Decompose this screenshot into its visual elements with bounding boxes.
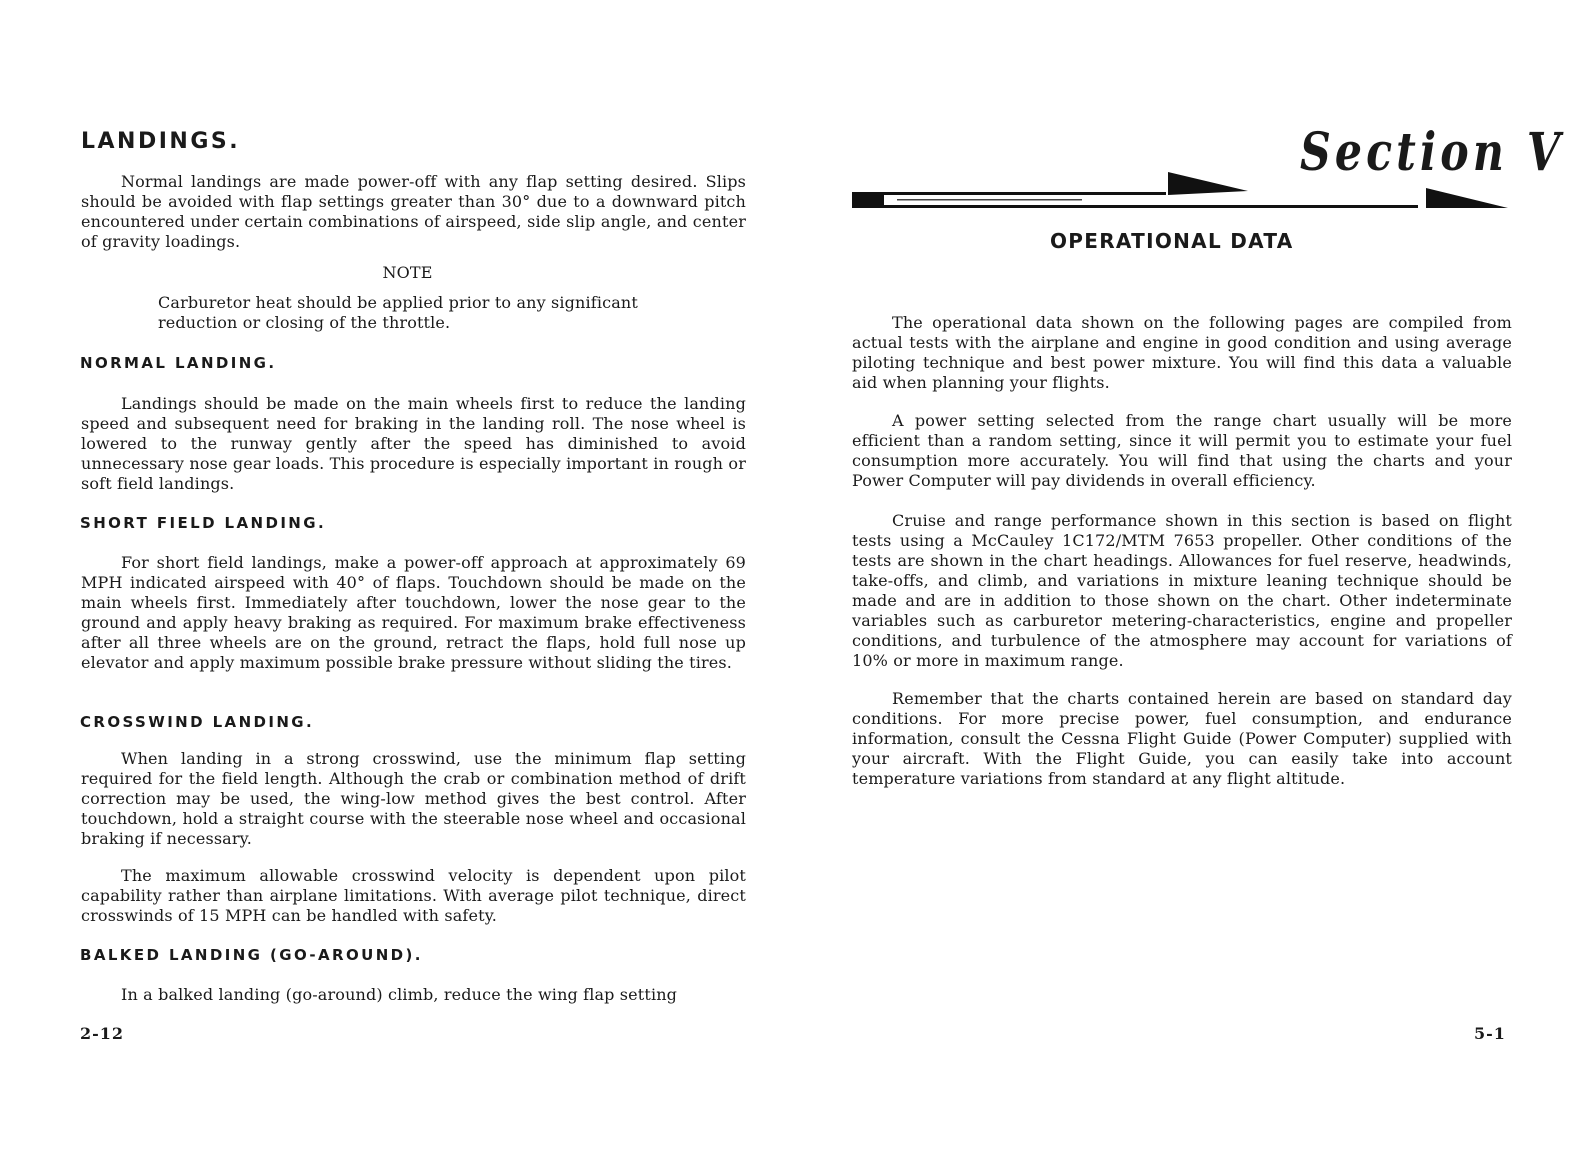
operational-paragraph-4: Remember that the charts contained herein are based on standard day conditions. For more precise power, fuel consumption, and endurance information, consult the Cessna Flight Guide (Power Computer) supplied with your aircraft. With the Flight Guide, you can easily take into account temperature variations from standard at any flight altitude. bbox=[852, 689, 1512, 788]
operational-paragraph-2: A power setting selected from the range chart usually will be more efficient than a random setting, since it will permit you to estimate your fuel consumption more accurately. You will find that using the charts and your Power Computer will pay dividends in overall efficiency. bbox=[852, 411, 1512, 490]
operational-paragraph-1: The operational data shown on the following pages are compiled from actual tests with the airplane and engine in good condition and using average piloting technique and best power mixture. You will find this data a valuable aid when planning your flights. bbox=[852, 313, 1512, 392]
balked-landing-heading: BALKED LANDING (GO-AROUND). bbox=[80, 946, 423, 964]
crosswind-landing-paragraph-2: The maximum allowable crosswind velocity is dependent upon pilot capability rather than airplane limitations. With average pilot technique, direct crosswinds of 15 MPH can be handled with safety. bbox=[81, 866, 746, 925]
short-field-landing-heading: SHORT FIELD LANDING. bbox=[80, 514, 327, 532]
landings-heading: LANDINGS. bbox=[81, 129, 241, 154]
short-field-landing-paragraph: For short field landings, make a power-off approach at approximately 69 MPH indicated airspeed with 40° of flaps. Touchdown should be made on the main wheels first. Immediately after touchdown, lower the nose gear to the ground and apply heavy braking as required. For maximum brake effectiveness after all three wheels are on the ground, retract the flaps, hold full nose up elevator and apply maximum possible brake pressure without sliding the tires. bbox=[81, 553, 746, 672]
landings-intro-paragraph: Normal landings are made power-off with any flap setting desired. Slips should be avoided with flap settings greater than 30° due to a downward pitch encountered under certain combinations of airspeed, side slip angle, and center of gravity loadings. bbox=[81, 172, 746, 251]
rule-arrow-lower bbox=[1426, 188, 1508, 208]
operational-data-heading: OPERATIONAL DATA bbox=[1050, 229, 1294, 253]
operational-paragraph-3: Cruise and range performance shown in this section is based on flight tests using a McCauley 1C172/MTM 7653 propeller. Other conditions of the tests are shown in the chart headings. Allowances for fuel reserve, headwinds, take-offs, and climb, and variations in mixture leaning technique should be made and are in addition to those shown on the chart. Other indeterminate variables such as carburetor metering-characteristics, engine and propeller conditions, and turbulence of the atmosphere may account for variations of 10% or more in maximum range. bbox=[852, 511, 1512, 670]
note-text: Carburetor heat should be applied prior to any significant reduction or closing of the throttle. bbox=[158, 293, 638, 332]
balked-landing-paragraph: In a balked landing (go-around) climb, reduce the wing flap setting bbox=[121, 985, 678, 1004]
rule-line-inner bbox=[897, 199, 1082, 201]
note-label: NOTE bbox=[382, 263, 433, 282]
rule-block bbox=[852, 192, 884, 208]
section-title: Section V bbox=[1300, 122, 1565, 183]
right-page bbox=[792, 0, 1584, 1151]
crosswind-landing-heading: CROSSWIND LANDING. bbox=[80, 713, 315, 731]
page-number: 5-1 bbox=[1474, 1024, 1506, 1043]
rule-line-bottom bbox=[884, 205, 1418, 208]
page-number: 2-12 bbox=[80, 1024, 125, 1043]
normal-landing-paragraph: Landings should be made on the main wheels first to reduce the landing speed and subsequent need for braking in the landing roll. The nose wheel is lowered to the runway gently after the speed has diminished to avoid unnecessary nose gear loads. This procedure is especially important in rough or soft field landings. bbox=[81, 394, 746, 493]
crosswind-landing-paragraph-1: When landing in a strong crosswind, use the minimum flap setting required for the field length. Although the crab or combination method of drift correction may be used, the wing-low method gives the best control. After touchdown, hold a straight course with the steerable nose wheel and occasional braking if necessary. bbox=[81, 749, 746, 848]
normal-landing-heading: NORMAL LANDING. bbox=[80, 354, 277, 372]
rule-line-top bbox=[884, 192, 1166, 195]
section-rule-decoration bbox=[852, 170, 1512, 215]
rule-arrow-upper bbox=[1168, 172, 1248, 195]
